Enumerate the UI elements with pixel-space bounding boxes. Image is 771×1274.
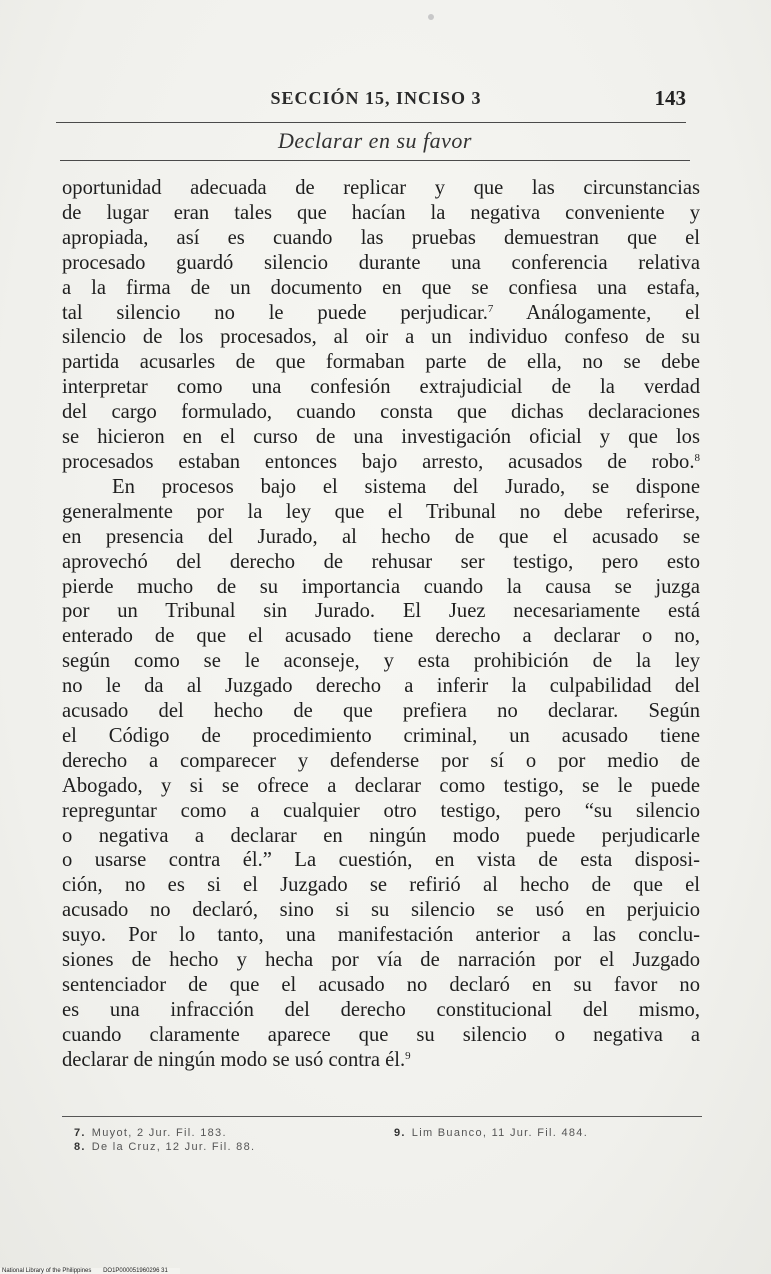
- text-line: o usarse contra él.” La cuestión, en vista de esta disposi-: [62, 849, 700, 872]
- footnote-ref-9: 9: [405, 1049, 411, 1062]
- text-line: el Código de procedimiento criminal, un acusado tiene: [62, 724, 700, 747]
- footnote-rule: [62, 1116, 702, 1117]
- text-line: siones de hecho y hecha por vía de narración por el Juzgado: [62, 949, 700, 972]
- footnote-text: Muyot, 2 Jur. Fil. 183.: [91, 1127, 227, 1139]
- text-line: a la firma de un documento en que se confiesa una estafa,: [62, 276, 700, 299]
- page-number: 143: [654, 86, 686, 110]
- running-header: [62, 86, 690, 116]
- library-identifier: DO1P000051960296 31: [103, 1268, 168, 1274]
- section-subheading: Declarar en su favor: [278, 128, 472, 153]
- text-line: según como se le aconseje, y esta prohibición de la ley: [62, 650, 700, 673]
- text-line: del cargo formulado, cuando consta que dichas declaraciones: [62, 401, 700, 424]
- footnote-number: 9.: [394, 1127, 406, 1139]
- text-line: no le da al Juzgado derecho a inferir la culpabilidad del: [62, 675, 700, 698]
- footnotes-left-column: [74, 1126, 374, 1154]
- text-line: de lugar eran tales que hacían la negativa conveniente y: [62, 201, 700, 224]
- footnote-9: [394, 1126, 694, 1140]
- text-fragment: Análogamente, el: [493, 301, 700, 324]
- header-rule-bottom: [60, 160, 690, 161]
- text-line: oportunidad adecuada de replicar y que las circunstancias: [62, 177, 700, 199]
- footnote-7: [74, 1126, 374, 1140]
- text-line: por un Tribunal sin Jurado. El Juez necesariamente está: [62, 600, 700, 623]
- text-line: sentenciador de que el acusado no declaró en su favor no: [62, 974, 700, 996]
- footnotes-right-column: [394, 1126, 694, 1140]
- text-line: es una infracción del derecho constitucional del mismo,: [62, 998, 700, 1021]
- footnote-text: Lim Buanco, 11 Jur. Fil. 484.: [411, 1127, 589, 1139]
- paragraph-1: [62, 176, 700, 475]
- text-line: apropiada, así es cuando las pruebas demuestran que el: [62, 226, 700, 249]
- dust-speck: [428, 14, 434, 20]
- text-line: se hicieron en el curso de una investigación oficial y que los: [62, 426, 700, 449]
- body-text: [62, 176, 700, 1073]
- text-line: partida acusarles de que formaban parte de ella, no se debe: [62, 351, 700, 374]
- text-line: pierde mucho de su importancia cuando la causa se juzga: [62, 575, 700, 598]
- running-title: SECCIÓN 15, INCISO 3: [270, 88, 482, 108]
- text-line: procesado guardó silencio durante una conferencia relativa: [62, 251, 700, 274]
- text-line: En procesos bajo el sistema del Jurado, se dispone: [112, 475, 700, 498]
- text-line: cuando claramente aparece que su silencio o negativa a: [62, 1023, 700, 1046]
- text-line: aprovechó del derecho de rehusar ser testigo, pero esto: [62, 550, 700, 573]
- library-institution: National Library of the Philippines: [2, 1268, 92, 1274]
- text-line: interpretar como una confesión extrajudicial de la verdad: [62, 376, 700, 399]
- text-line-with-footnote: [62, 301, 700, 326]
- text-fragment: procesados estaban entonces bajo arresto, acusados de robo.: [62, 450, 695, 473]
- text-line: acusado del hecho de que prefiera no declarar. Según: [62, 700, 700, 723]
- text-line: suyo. Por lo tanto, una manifestación anterior a las conclu-: [62, 924, 700, 947]
- header-rule-top: [56, 122, 686, 123]
- text-line: generalmente por la ley que el Tribunal no debe referirse,: [62, 500, 700, 523]
- text-line: silencio de los procesados, al oir a un individuo confeso de su: [62, 326, 700, 349]
- footnote-number: 7.: [74, 1127, 86, 1139]
- library-stamp: [0, 1268, 180, 1274]
- text-line: derecho a comparecer y defenderse por sí o por medio de: [62, 749, 700, 772]
- text-line: repreguntar como a cualquier otro testigo, pero “su silencio: [62, 799, 700, 822]
- footnote-ref-8: 8: [694, 451, 700, 464]
- text-line: acusado no declaró, sino si su silencio se usó en perjuicio: [62, 899, 700, 922]
- text-fragment: declarar de ningún modo se usó contra él.: [62, 1048, 406, 1071]
- paragraph-2: [62, 475, 700, 1073]
- text-line: ción, no es si el Juzgado se refirió al hecho de que el: [62, 874, 700, 897]
- text-line: enterado de que el acusado tiene derecho a declarar o no,: [62, 625, 700, 648]
- text-line: en presencia del Jurado, al hecho de que el acusado se: [62, 525, 700, 548]
- text-fragment: tal silencio no le puede perjudicar.: [62, 301, 488, 324]
- footnote-8: [74, 1140, 374, 1154]
- text-line-with-footnote: [62, 1048, 700, 1073]
- footnote-number: 8.: [74, 1141, 86, 1153]
- footnote-ref-7: 7: [487, 302, 494, 315]
- text-line-with-footnote: [62, 450, 700, 475]
- footnote-text: De la Cruz, 12 Jur. Fil. 88.: [91, 1141, 256, 1153]
- text-line: Abogado, y si se ofrece a declarar como testigo, se le puede: [62, 774, 700, 797]
- text-line: o negativa a declarar en ningún modo puede perjudicarle: [62, 824, 700, 847]
